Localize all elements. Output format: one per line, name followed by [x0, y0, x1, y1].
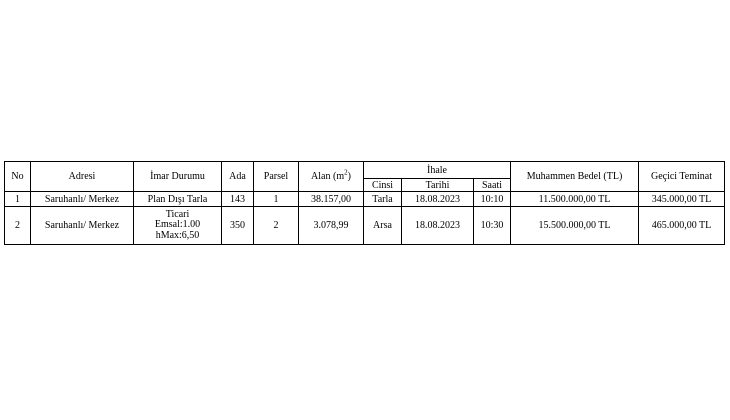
- cell-adresi: Saruhanlı/ Merkez: [31, 207, 134, 245]
- header-tarihi: Tarihi: [402, 179, 474, 192]
- cell-muhammen-bedel: 11.500.000,00 TL: [511, 192, 639, 207]
- cell-imar-durumu: Plan Dışı Tarla: [134, 192, 222, 207]
- tender-table: [4, 161, 725, 245]
- header-gecici-teminat: Geçici Teminat: [639, 162, 725, 192]
- cell-saati: 10:30: [474, 207, 511, 245]
- cell-tarihi: 18.08.2023: [402, 192, 474, 207]
- header-alan-text: Alan (m: [311, 171, 345, 182]
- cell-saati: 10:10: [474, 192, 511, 207]
- cell-imar-durumu: [134, 207, 222, 245]
- cell-gecici-teminat: 465.000,00 TL: [639, 207, 725, 245]
- header-muhammen-bedel: Muhammen Bedel (TL): [511, 162, 639, 192]
- header-ihale: İhale: [364, 162, 511, 179]
- header-alan: [299, 162, 364, 192]
- cell-ada: 143: [222, 192, 254, 207]
- cell-cinsi: Arsa: [364, 207, 402, 245]
- header-no: No: [5, 162, 31, 192]
- cell-gecici-teminat: 345.000,00 TL: [639, 192, 725, 207]
- cell-alan: 3.078,99: [299, 207, 364, 245]
- cell-parsel: 1: [254, 192, 299, 207]
- cell-cinsi: Tarla: [364, 192, 402, 207]
- header-alan-close: ): [347, 171, 351, 182]
- cell-tarihi: 18.08.2023: [402, 207, 474, 245]
- header-alan-sup: 2: [344, 168, 348, 177]
- cell-alan: 38.157,00: [299, 192, 364, 207]
- cell-no: 2: [5, 207, 31, 245]
- header-imar-durumu: İmar Durumu: [134, 162, 222, 192]
- imar-line: hMax:6,50: [155, 229, 200, 241]
- header-saati: Saati: [474, 179, 511, 192]
- header-ada: Ada: [222, 162, 254, 192]
- cell-parsel: 2: [254, 207, 299, 245]
- table-row: [5, 192, 725, 207]
- header-parsel: Parsel: [254, 162, 299, 192]
- header-adresi: Adresi: [31, 162, 134, 192]
- cell-muhammen-bedel: 15.500.000,00 TL: [511, 207, 639, 245]
- table-row: [5, 207, 725, 245]
- cell-adresi: Saruhanlı/ Merkez: [31, 192, 134, 207]
- cell-ada: 350: [222, 207, 254, 245]
- cell-no: 1: [5, 192, 31, 207]
- imar-line: Ticari: [165, 208, 190, 220]
- header-row: [5, 162, 725, 179]
- header-cinsi: Cinsi: [364, 179, 402, 192]
- imar-line: Emsal:1.00: [154, 219, 201, 231]
